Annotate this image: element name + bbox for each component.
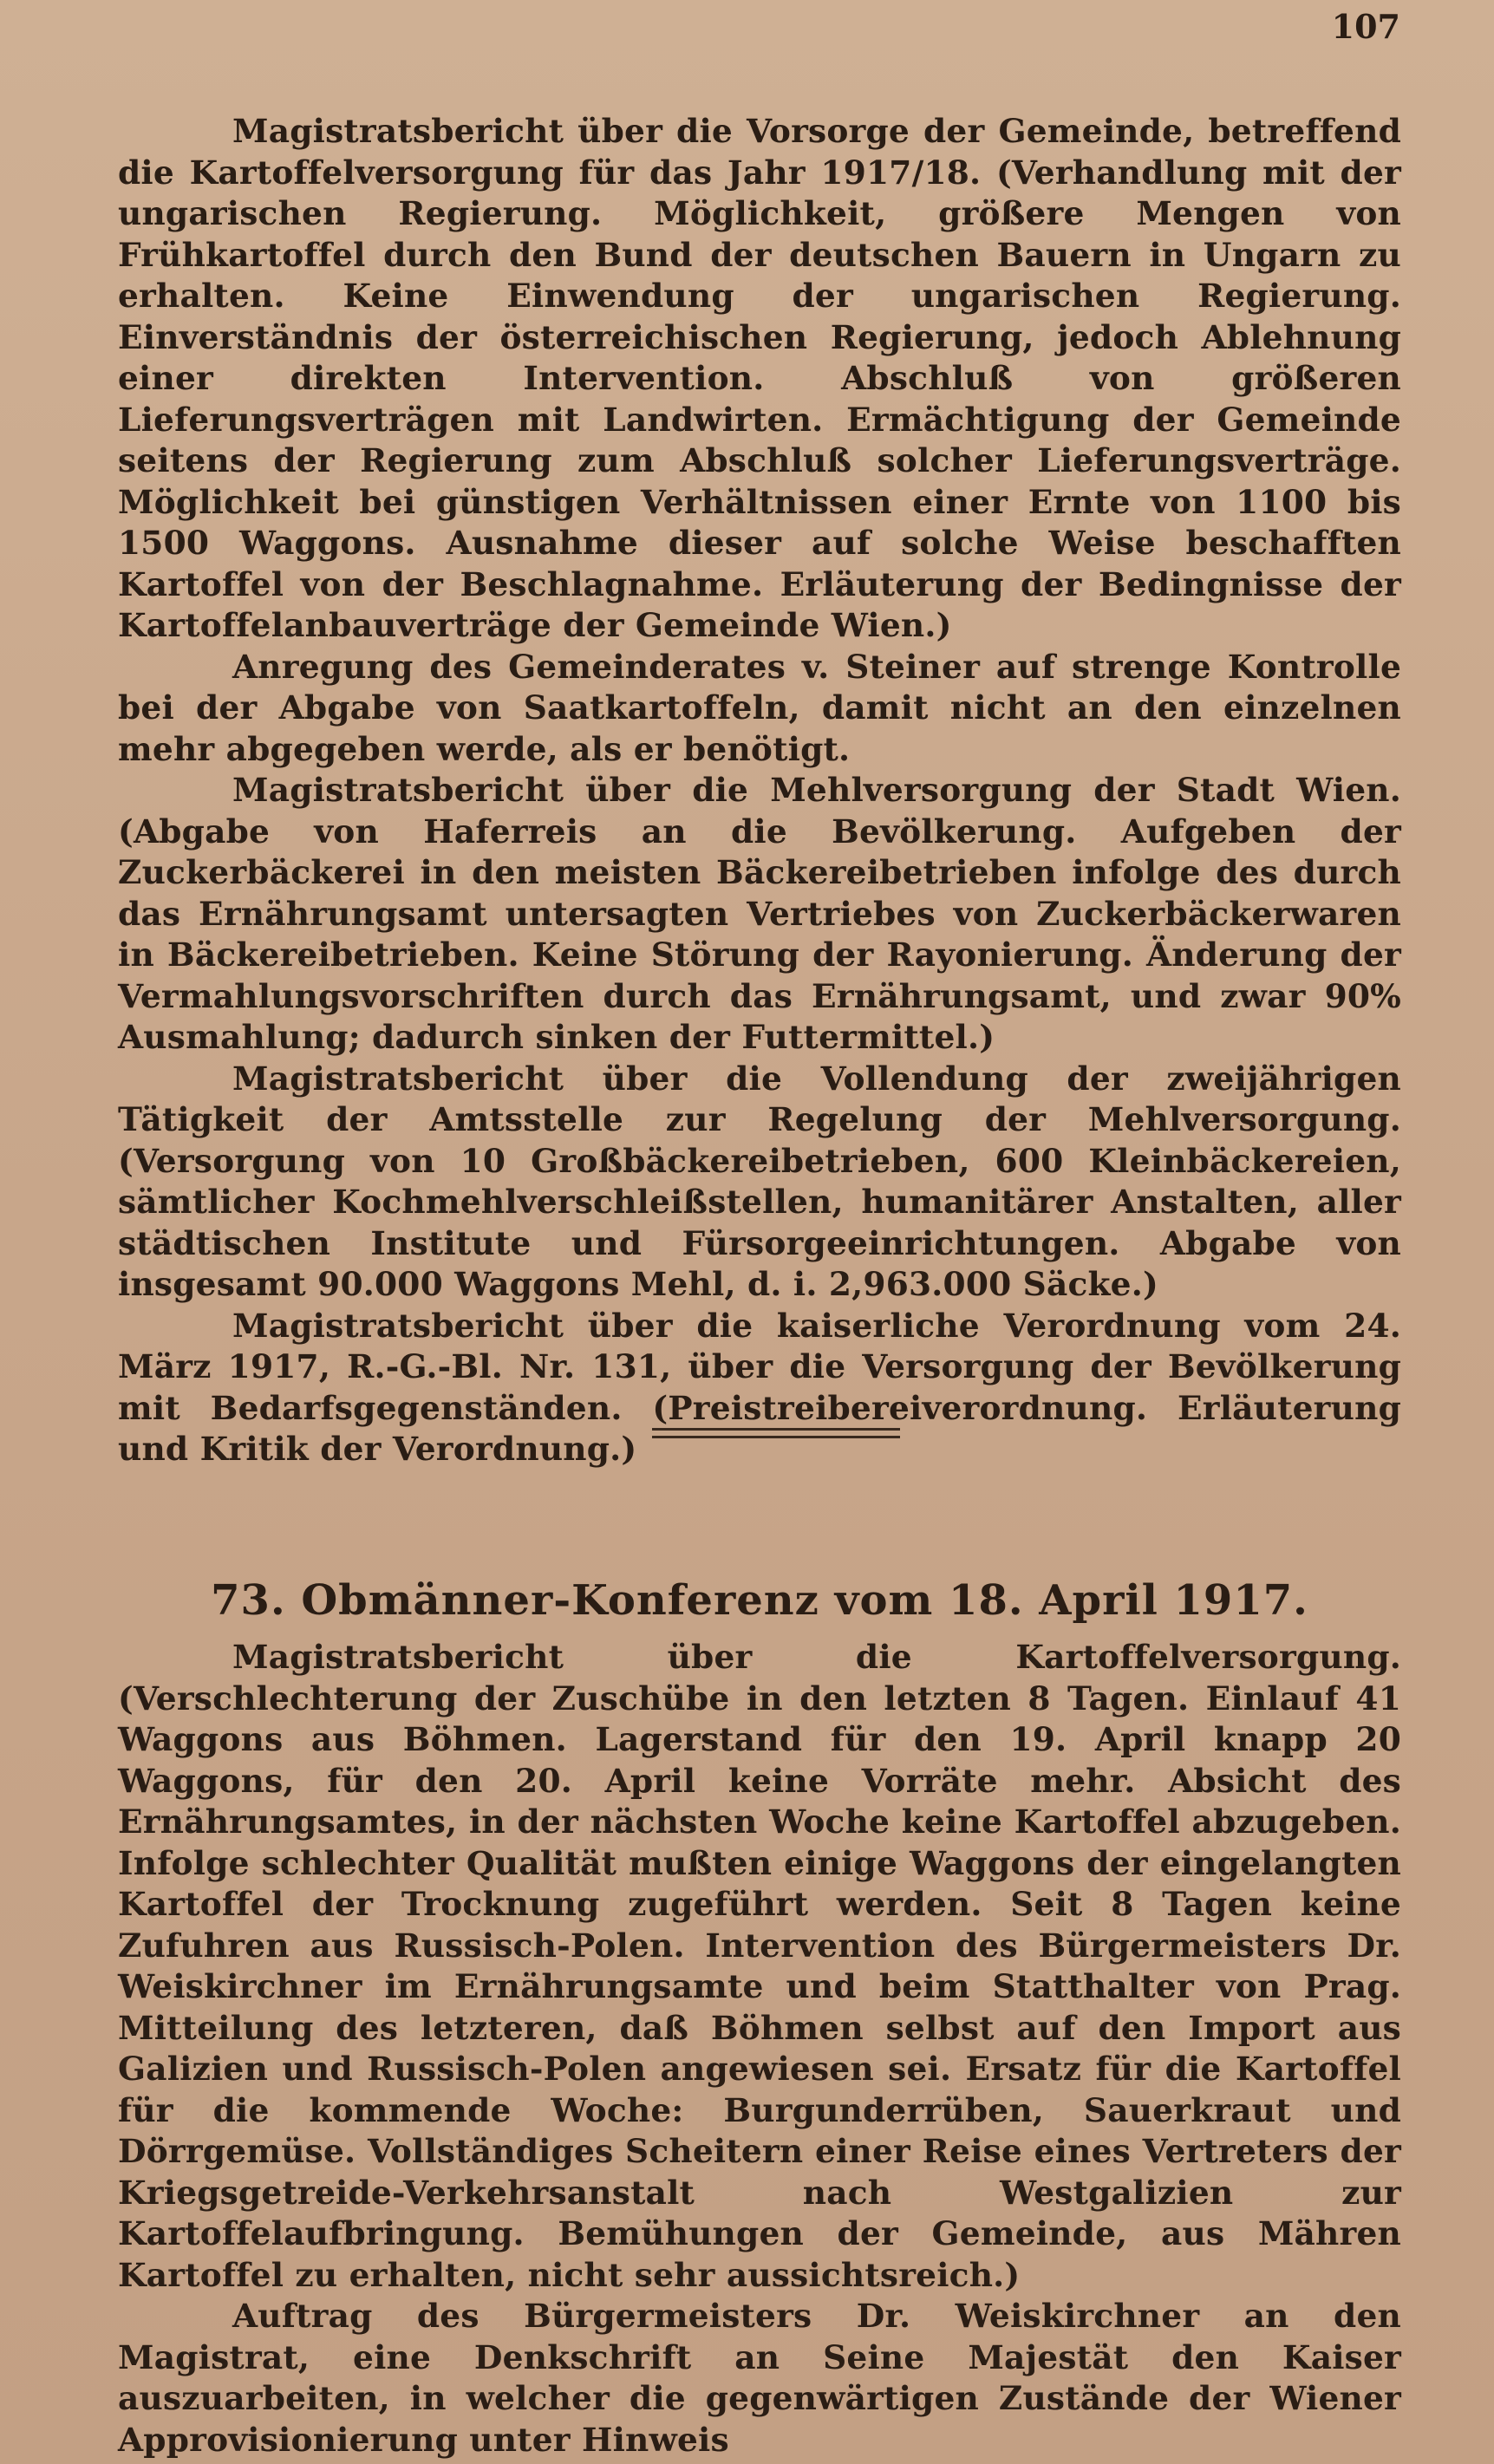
paragraph: Magistratsbericht über die Vorsorge der Gemeinde, betreffend die Kartoffelversorgung für das Jahr 1917/18. (Verhandlung mit der ungarischen Regierung. Möglichkeit, größere Mengen von Frühkartoffel durch den Bund der deutschen Bauern in Ungarn zu erhalten. Keine Einwendung der ungarischen Regierung. Einverständnis der österreichischen Regierung, jedoch Ablehnung einer direkten Intervention. Abschluß von größeren Lieferungsverträgen mit Landwirten. Ermächtigung der Gemeinde seitens der Regierung zum Abschluß solcher Lieferungsverträge. Möglichkeit bei günstigen Verhältnissen einer Ernte von 1100 bis 1500 Waggons. Ausnahme dieser auf solche Weise beschafften Kartoffel von der Beschlagnahme. Erläuterung der Bedingnisse der Kartoffelanbauverträge der Gemeinde Wien.) bbox=[118, 112, 1401, 644]
paragraph: Magistratsbericht über die Mehlversorgung der Stadt Wien. (Abgabe von Haferreis an die Bevölkerung. Aufgeben der Zuckerbäckerei in den meisten Bäckereibetrieben infolge des durch das Ernährungsamt untersagten Vertriebes von Zuckerbäckerwaren in Bäckereibetrieben. Keine Störung der Rayonierung. Änderung der Vermahlungsvorschriften durch das Ernährungsamt, und zwar 90% Ausmahlung; dadurch sinken der Futtermittel.) bbox=[118, 771, 1401, 1056]
paragraph: Magistratsbericht über die Vollendung der zweijährigen Tätigkeit der Amtsstelle zur Regelung der Mehlversorgung. (Versorgung von 10 Großbäckereibetrieben, 600 Kleinbäckereien, sämtlicher Kochmehlverschleißstellen, humanitärer Anstalten, aller städtischen Institute und Fürsorgeeinrichtungen. Abgabe von insgesamt 90.000 Waggons Mehl, d. i. 2,963.000 Säcke.) bbox=[118, 1059, 1401, 1303]
minutes-block-72 bbox=[118, 111, 1401, 1470]
section-divider bbox=[652, 1428, 900, 1438]
section-heading: 73. Obmänner-Konferenz vom 18. April 1917. bbox=[211, 1576, 1308, 1625]
paragraph: Magistratsbericht über die Kartoffelversorgung. (Verschlechterung der Zuschübe in den letzten 8 Tagen. Einlauf 41 Waggons aus Böhmen. Lagerstand für den 19. April knapp 20 Waggons, für den 20. April keine Vorräte mehr. Absicht des Ernährungsamtes, in der nächsten Woche keine Kartoffel abzugeben. Infolge schlechter Qualität mußten einige Waggons der eingelangten Kartoffel der Trocknung zugeführt werden. Seit 8 Tagen keine Zufuhren aus Russisch-Polen. Intervention des Bürgermeisters Dr. Weiskirchner im Ernährungsamte und beim Statthalter von Prag. Mitteilung des letzteren, daß Böhmen selbst auf den Import aus Galizien und Russisch-Polen angewiesen sei. Ersatz für die Kartoffel für die kommende Woche: Burgunderrüben, Sauerkraut und Dörrgemüse. Vollständiges Scheitern einer Reise eines Vertreters der Kriegsgetreide-Verkehrsanstalt nach Westgalizien zur Kartoffelaufbringung. Bemühungen der Gemeinde, aus Mähren Kartoffel zu erhalten, nicht sehr aussichtsreich.) bbox=[118, 1638, 1401, 2294]
paragraph: Anregung des Gemeinderates v. Steiner auf strenge Kontrolle bei der Abgabe von Saatkartoffeln, damit nicht an den einzelnen mehr abgegeben werde, als er benötigt. bbox=[118, 647, 1401, 768]
paragraph: Magistratsbericht über die kaiserliche Verordnung vom 24. März 1917, R.-G.-Bl. Nr. 131, über die Versorgung der Bevölkerung mit Bedarfsgegenständen. (Preistreibereiverordnung. Erläuterung und Kritik der Verordnung.) bbox=[118, 1306, 1401, 1468]
page-number: 107 bbox=[1331, 7, 1400, 46]
paragraph: Auftrag des Bürgermeisters Dr. Weiskirchner an den Magistrat, eine Denkschrift an Seine Majestät den Kaiser auszuarbeiten, in welcher die gegenwärtigen Zustände der Wiener Approvisionierung unter Hinweis bbox=[118, 2297, 1401, 2459]
minutes-block-73 bbox=[118, 1637, 1401, 2461]
